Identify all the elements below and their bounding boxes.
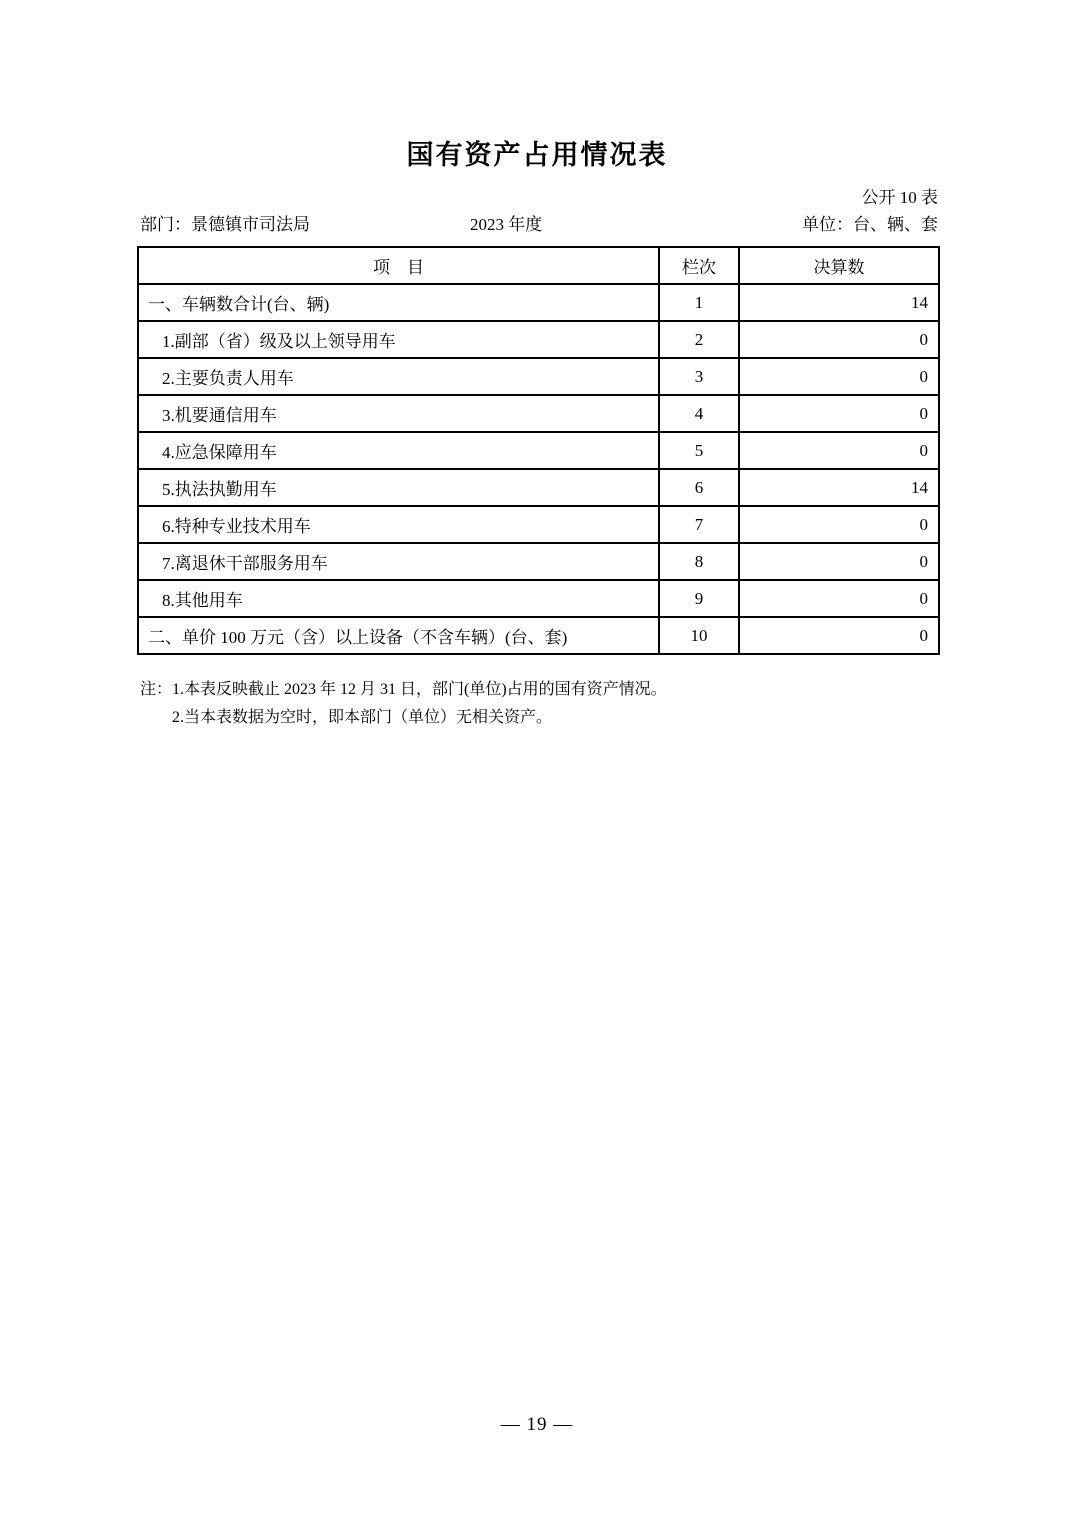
table-row xyxy=(138,617,939,654)
row-item-label: 2.主要负责人用车 xyxy=(138,358,659,395)
column-header-final-value: 决算数 xyxy=(739,247,939,284)
table-row xyxy=(138,580,939,617)
table-notes xyxy=(140,676,938,732)
row-final-value: 0 xyxy=(739,580,939,617)
row-item-label: 3.机要通信用车 xyxy=(138,395,659,432)
table-header-row xyxy=(138,247,939,284)
row-column-no: 7 xyxy=(659,506,739,543)
table-row xyxy=(138,321,939,358)
row-final-value: 0 xyxy=(739,432,939,469)
row-column-no: 9 xyxy=(659,580,739,617)
row-final-value: 0 xyxy=(739,617,939,654)
note-line-2: 2.当本表数据为空时，即本部门（单位）无相关资产。 xyxy=(172,709,553,726)
row-final-value: 14 xyxy=(739,469,939,506)
note-line-1: 注：1.本表反映截止 2023 年 12 月 31 日，部门(单位)占用的国有资产情况。 xyxy=(140,681,667,698)
column-header-column-no: 栏次 xyxy=(659,247,739,284)
row-final-value: 0 xyxy=(739,321,939,358)
department-label: 部门：景德镇市司法局 xyxy=(140,215,310,234)
fiscal-year-label: 2023 年度 xyxy=(470,215,543,234)
row-column-no: 1 xyxy=(659,284,739,321)
row-final-value: 0 xyxy=(739,358,939,395)
row-column-no: 3 xyxy=(659,358,739,395)
table-row xyxy=(138,432,939,469)
row-item-label: 6.特种专业技术用车 xyxy=(138,506,659,543)
table-row xyxy=(138,395,939,432)
table-row xyxy=(138,469,939,506)
row-final-value: 0 xyxy=(739,543,939,580)
table-row xyxy=(138,506,939,543)
row-item-label: 二、单价 100 万元（含）以上设备（不含车辆）(台、套) xyxy=(138,617,659,654)
sheet-number-label: 公开 10 表 xyxy=(861,188,938,207)
row-item-label: 7.离退休干部服务用车 xyxy=(138,543,659,580)
row-column-no: 6 xyxy=(659,469,739,506)
row-item-label: 5.执法执勤用车 xyxy=(138,469,659,506)
row-column-no: 5 xyxy=(659,432,739,469)
row-column-no: 10 xyxy=(659,617,739,654)
row-item-label: 一、车辆数合计(台、辆) xyxy=(138,284,659,321)
row-column-no: 2 xyxy=(659,321,739,358)
unit-label: 单位：台、辆、套 xyxy=(802,215,938,234)
table-row xyxy=(138,284,939,321)
page-number: — 19 — xyxy=(500,1414,574,1435)
row-column-no: 4 xyxy=(659,395,739,432)
column-header-item: 项 目 xyxy=(138,247,659,284)
row-final-value: 0 xyxy=(739,395,939,432)
row-final-value: 0 xyxy=(739,506,939,543)
row-item-label: 8.其他用车 xyxy=(138,580,659,617)
page-title: 国有资产占用情况表 xyxy=(406,140,668,170)
row-final-value: 14 xyxy=(739,284,939,321)
table-row xyxy=(138,543,939,580)
row-column-no: 8 xyxy=(659,543,739,580)
table-meta-row xyxy=(137,214,938,238)
state-assets-table xyxy=(137,246,940,655)
table-row xyxy=(138,358,939,395)
row-item-label: 1.副部（省）级及以上领导用车 xyxy=(138,321,659,358)
row-item-label: 4.应急保障用车 xyxy=(138,432,659,469)
